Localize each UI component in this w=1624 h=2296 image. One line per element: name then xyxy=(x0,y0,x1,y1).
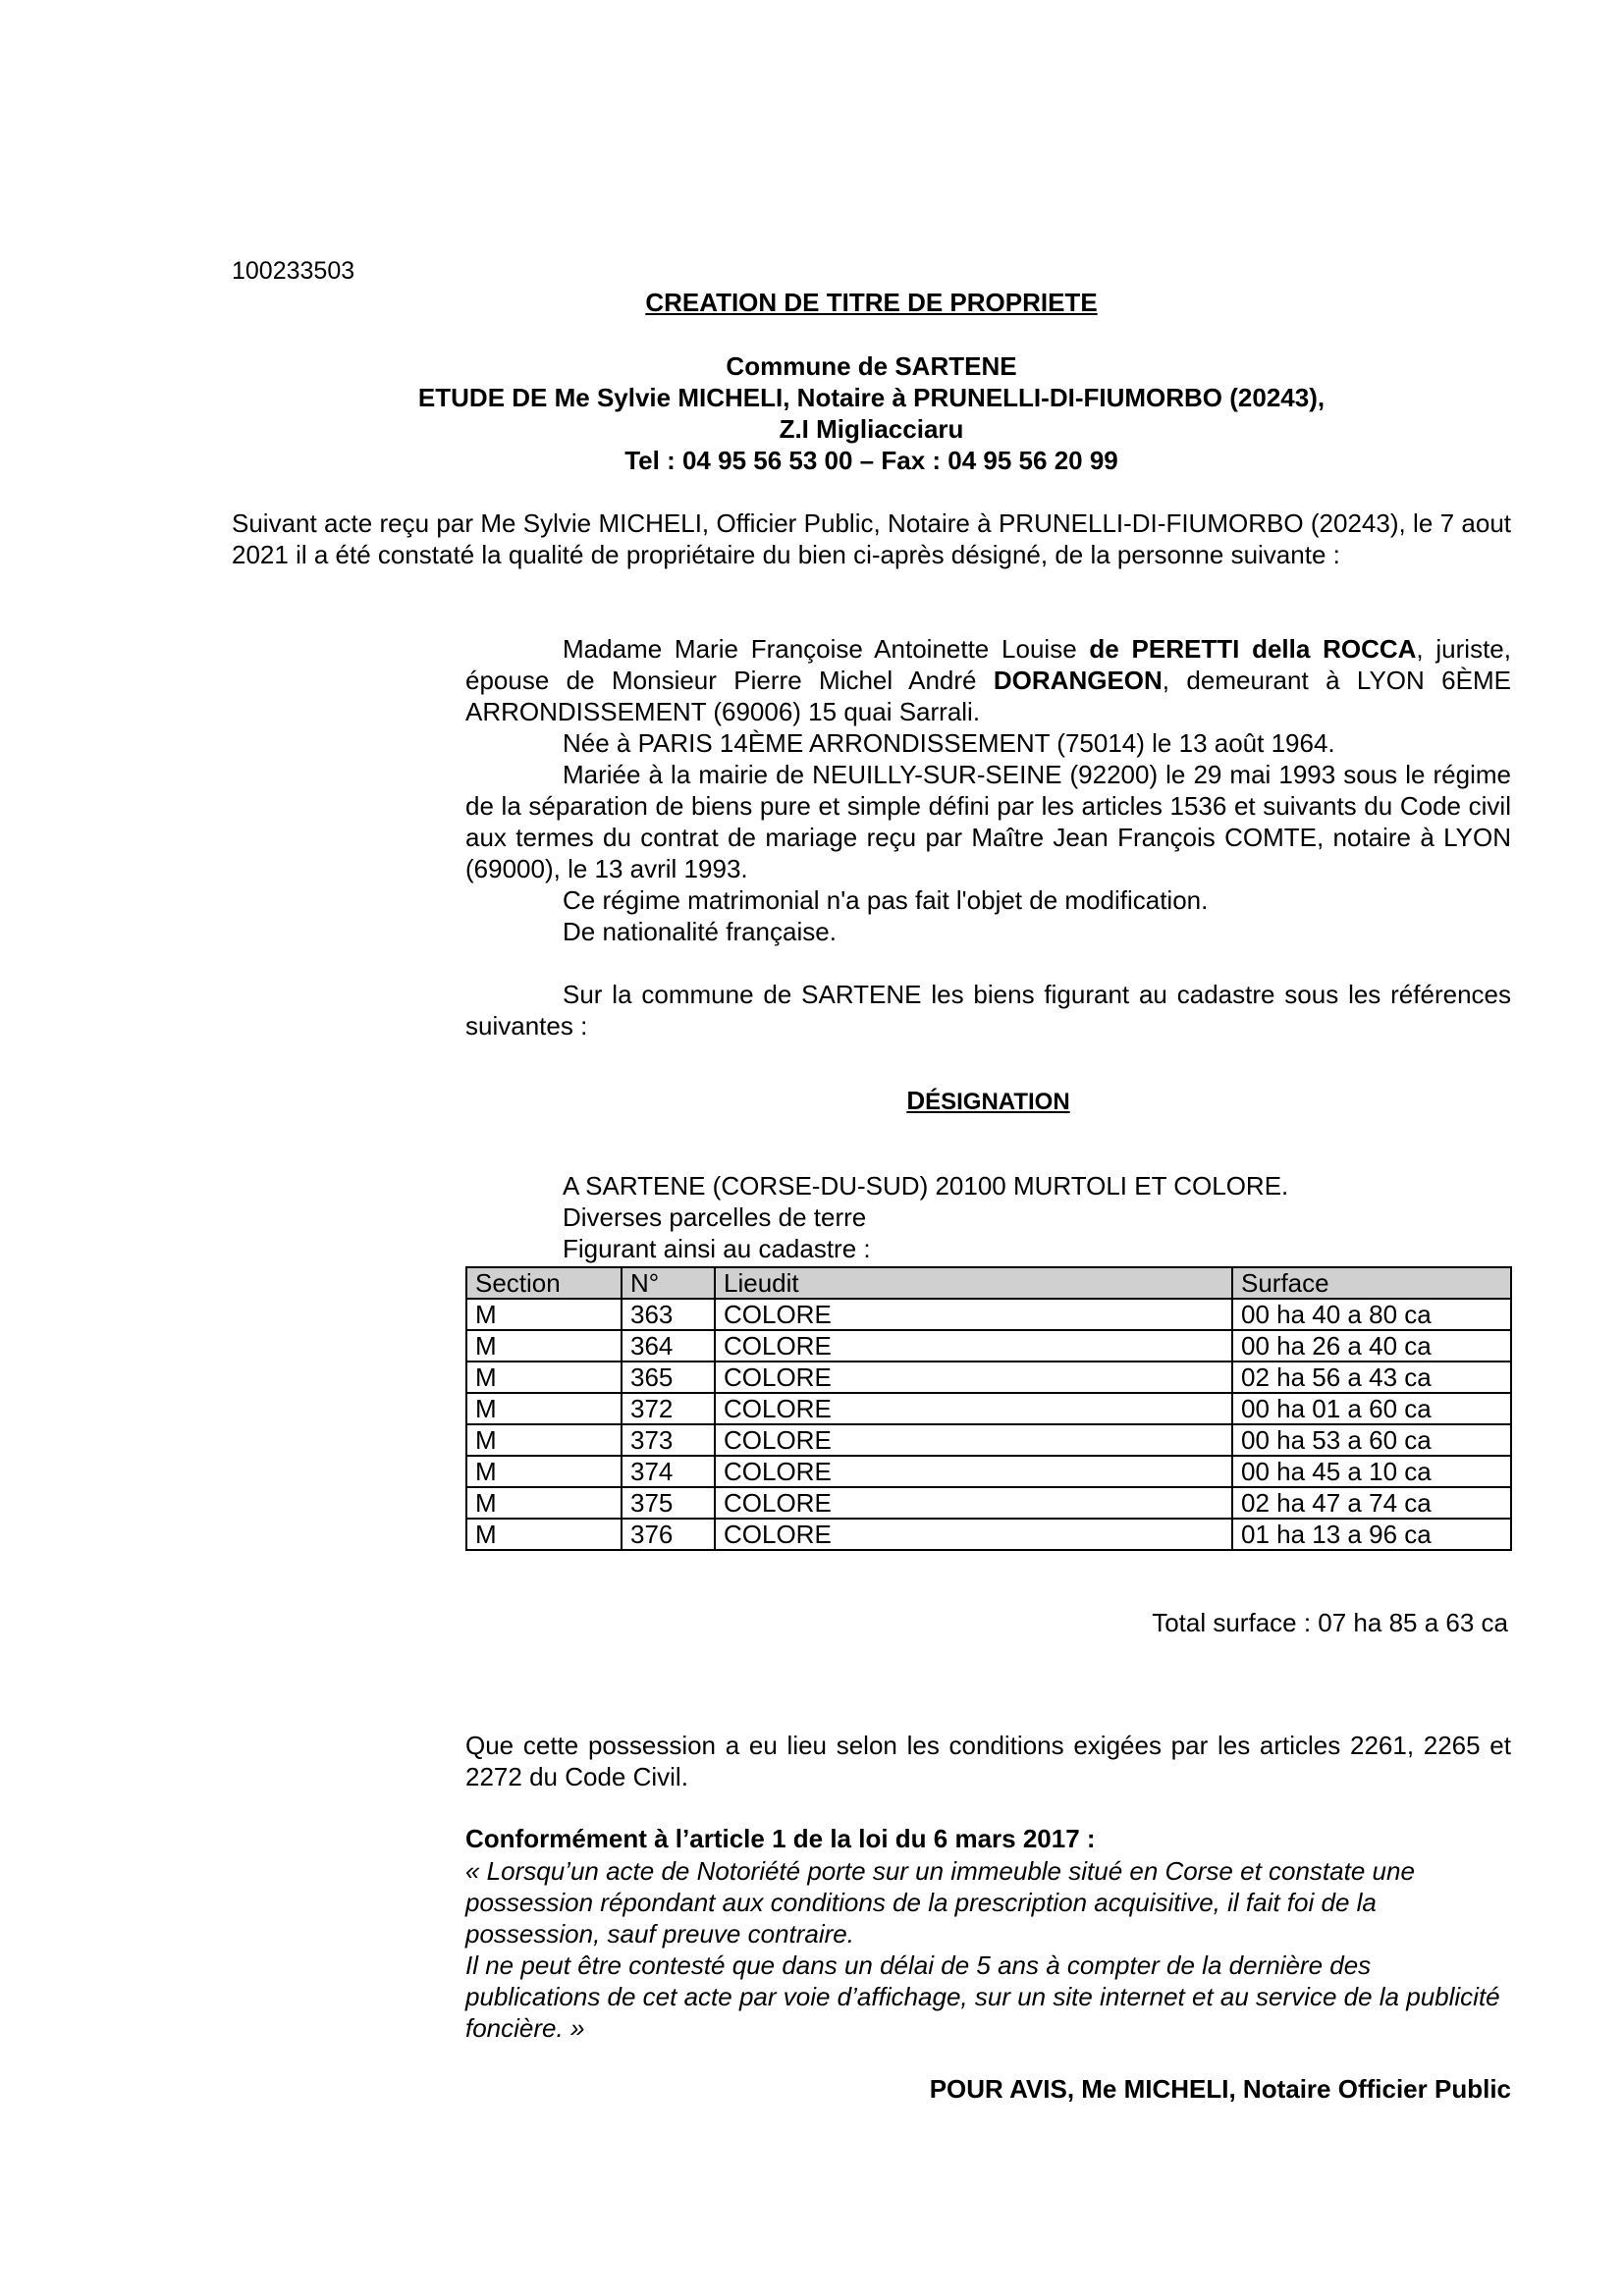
cell-surface: 00 ha 45 a 10 ca xyxy=(1232,1456,1511,1487)
cell-number: 372 xyxy=(622,1393,715,1424)
cell-section: M xyxy=(466,1487,622,1519)
table-row xyxy=(466,1487,1511,1519)
cell-number: 376 xyxy=(622,1519,715,1550)
cell-number: 364 xyxy=(622,1330,715,1362)
owner-details xyxy=(465,633,1511,1041)
contact-line: Tel : 04 95 56 53 00 – Fax : 04 95 56 20 99 xyxy=(624,446,1118,475)
cell-lieudit: COLORE xyxy=(715,1456,1232,1487)
table-row xyxy=(466,1519,1511,1550)
cell-number: 365 xyxy=(622,1362,715,1393)
column-header-surface: Surface xyxy=(1232,1267,1511,1299)
table-row xyxy=(466,1424,1511,1456)
birth-line: Née à PARIS 14ÈME ARRONDISSEMENT (75014) le 13 août 1964. xyxy=(563,728,1335,758)
cell-surface: 00 ha 26 a 40 ca xyxy=(1232,1330,1511,1362)
owner-name: de PERETTI della ROCCA xyxy=(1089,634,1417,664)
spouse-name: DORANGEON xyxy=(993,666,1163,695)
cell-section: M xyxy=(466,1330,622,1362)
cell-number: 363 xyxy=(622,1299,715,1330)
table-header-row xyxy=(466,1267,1511,1299)
signature-line: POUR AVIS, Me MICHELI, Notaire Officier Public xyxy=(929,2074,1511,2104)
possession-paragraph: Que cette possession a eu lieu selon les conditions exigées par les articles 2261, 2265 et 2272 du Code Civil. xyxy=(465,1731,1511,1791)
cell-surface: 02 ha 47 a 74 ca xyxy=(1232,1487,1511,1519)
cell-number: 375 xyxy=(622,1487,715,1519)
quote-paragraph-2: Il ne peut être contesté que dans un délai de 5 ans à compter de la dernière des publications de cet acte par voie d’affichage, sur un site internet et au service de la publicité foncière. » xyxy=(465,1950,1500,2043)
designation-heading xyxy=(465,1086,1511,1116)
owner-text-b: , juriste, épouse de Monsieur Pierre Michel André xyxy=(465,634,1511,695)
location-block xyxy=(563,1170,1288,1264)
cell-number: 374 xyxy=(622,1456,715,1487)
owner-text-a: Madame Marie Françoise Antoinette Louise xyxy=(563,634,1090,664)
owner-identity xyxy=(465,633,1511,727)
location-line: A SARTENE (CORSE-DU-SUD) 20100 MURTOLI ET COLORE. xyxy=(563,1171,1289,1201)
cell-lieudit: COLORE xyxy=(715,1299,1232,1330)
cell-surface: 01 ha 13 a 96 ca xyxy=(1232,1519,1511,1550)
cell-surface: 00 ha 40 a 80 ca xyxy=(1232,1299,1511,1330)
designation-rest: ÉSIGNATION xyxy=(925,1089,1070,1115)
column-header-number: N° xyxy=(622,1267,715,1299)
table-row xyxy=(466,1393,1511,1424)
marriage-paragraph: Mariée à la mairie de NEUILLY-SUR-SEINE (92200) le 29 mai 1993 sous le régime de la séparation de biens pure et simple défini par les articles 1536 et suivants du Code civil aux termes du contrat de mariage reçu par Maître Jean François COMTE, notaire à LYON (69000), le 13 avril 1993. xyxy=(465,760,1511,883)
quote-paragraph-1: « Lorsqu’un acte de Notoriété porte sur un immeuble situé en Corse et constate une possession répondant aux conditions de la prescription acquisitive, il fait foi de la possession, sauf preuve contraire. xyxy=(465,1856,1415,1949)
cell-lieudit: COLORE xyxy=(715,1487,1232,1519)
law-quote xyxy=(465,1855,1511,2044)
table-row xyxy=(466,1456,1511,1487)
law-reference-heading: Conformément à l’article 1 de la loi du 6 mars 2017 : xyxy=(465,1824,1096,1853)
cell-section: M xyxy=(466,1519,622,1550)
document-reference: 100233503 xyxy=(232,257,355,285)
table-row xyxy=(466,1362,1511,1393)
address-line: Z.I Migliacciaru xyxy=(779,414,964,444)
cell-number: 373 xyxy=(622,1424,715,1456)
nationality-line: De nationalité française. xyxy=(563,917,837,946)
cadastre-intro: Sur la commune de SARTENE les biens figurant au cadastre sous les références suivantes : xyxy=(465,980,1511,1041)
table-row xyxy=(466,1330,1511,1362)
notary-header xyxy=(232,350,1511,476)
cadastre-table xyxy=(465,1266,1512,1551)
owner-text-c: , demeurant à LYON 6ÈME ARRONDISSEMENT (69006) 15 quai Sarrali. xyxy=(465,666,1511,726)
regime-line: Ce régime matrimonial n'a pas fait l'objet de modification. xyxy=(563,885,1209,915)
figurant-line: Figurant ainsi au cadastre : xyxy=(563,1234,871,1263)
cell-section: M xyxy=(466,1393,622,1424)
cell-lieudit: COLORE xyxy=(715,1519,1232,1550)
cell-surface: 02 ha 56 a 43 ca xyxy=(1232,1362,1511,1393)
total-surface: Total surface : 07 ha 85 a 63 ca xyxy=(1152,1608,1508,1637)
cell-lieudit: COLORE xyxy=(715,1424,1232,1456)
etude-line: ETUDE DE Me Sylvie MICHELI, Notaire à PRUNELLI-DI-FIUMORBO (20243), xyxy=(417,383,1326,412)
designation-initial: D xyxy=(906,1086,926,1115)
cell-lieudit: COLORE xyxy=(715,1362,1232,1393)
cell-lieudit: COLORE xyxy=(715,1330,1232,1362)
cell-section: M xyxy=(466,1362,622,1393)
cell-lieudit: COLORE xyxy=(715,1393,1232,1424)
cell-section: M xyxy=(466,1456,622,1487)
cell-surface: 00 ha 53 a 60 ca xyxy=(1232,1424,1511,1456)
column-header-lieudit: Lieudit xyxy=(715,1267,1232,1299)
parcels-line: Diverses parcelles de terre xyxy=(563,1202,867,1232)
document-title: CREATION DE TITRE DE PROPRIETE xyxy=(645,288,1098,317)
cell-section: M xyxy=(466,1299,622,1330)
cell-section: M xyxy=(466,1424,622,1456)
cell-surface: 00 ha 01 a 60 ca xyxy=(1232,1393,1511,1424)
column-header-section: Section xyxy=(466,1267,622,1299)
table-row xyxy=(466,1299,1511,1330)
intro-paragraph: Suivant acte reçu par Me Sylvie MICHELI, Officier Public, Notaire à PRUNELLI-DI-FIUMORBO (20243), le 7 aout 2021 il a été constaté la qualité de propriétaire du bien ci-après désigné, de la personne suivante : xyxy=(232,508,1511,569)
commune-line: Commune de SARTENE xyxy=(726,351,1017,381)
